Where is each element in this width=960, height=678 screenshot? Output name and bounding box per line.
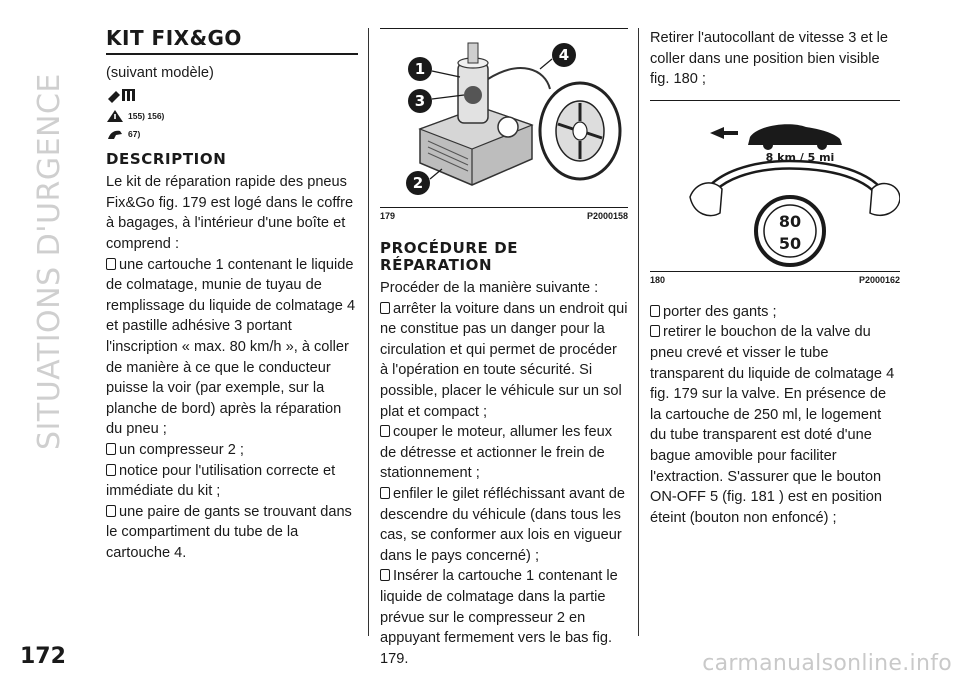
list-item: couper le moteur, allumer les feux de détresse et actionner le frein de stationnement ; — [380, 424, 613, 482]
hand-icon — [106, 127, 124, 141]
checkbox-bullet-icon — [380, 425, 390, 437]
callout-2: 2 — [412, 174, 424, 192]
list-item: Insérer la cartouche 1 contenant le liquide de colmatage dans la partie prévue sur le compresseur 2 en appuyant fermement vers le bas fig. 179. — [380, 568, 618, 667]
max-speed-value: 80 — [778, 211, 802, 231]
model-note: (suivant modèle) — [106, 64, 214, 81]
figure-caption — [650, 271, 900, 286]
list-item: arrêter la voiture dans un endroit qui ne constitue pas un danger pour la circulation et qui permet de procéder à l'opération en toute sécurité. Si possible, placer le véhicule sur un sol plat et compact ; — [380, 300, 628, 420]
repair-kit-illustration — [380, 29, 628, 207]
list-item: une cartouche 1 contenant le liquide de colmatage, munie de tuyau de remplissage du liquide de colmatage 4 et pastille adhésive 3 portant l'inscription « max. 80 km/h », à coller de manière à ce que le conducteur puisse la voir (par exemple, sur la planche de bord) après la réparation du pneu ; — [106, 256, 356, 438]
list-item: porter des gants ; — [650, 302, 900, 323]
callout-3: 3 — [414, 92, 426, 110]
sticker-instruction: Retirer l'autocollant de vitesse 3 et le coller dans une position bien visible fig. 180 ; — [650, 30, 889, 88]
description-heading: DESCRIPTION — [106, 150, 227, 169]
callout-4: 4 — [558, 46, 570, 64]
checkbox-bullet-icon — [106, 464, 116, 476]
figure-180 — [650, 100, 900, 286]
page-number: 172 — [20, 644, 66, 669]
figure-code: P2000158 — [586, 211, 628, 221]
column-2 — [380, 28, 628, 669]
list-item: un compresseur 2 ; — [106, 440, 358, 461]
checkbox-bullet-icon — [380, 487, 390, 499]
column-divider — [638, 28, 639, 636]
procedure-heading: PROCÉDURE DE RÉPARATION — [380, 239, 519, 274]
figure-number: 179 — [380, 211, 396, 221]
model-icon — [106, 85, 358, 107]
column-3 — [650, 28, 900, 528]
checkbox-bullet-icon — [106, 505, 116, 517]
list-item: une paire de gants se trouvant dans le compartiment du tube de la cartouche 4. — [106, 503, 352, 561]
watermark: carmanualsonline.info — [702, 651, 952, 676]
checkbox-bullet-icon — [650, 325, 660, 337]
checkbox-bullet-icon — [380, 569, 390, 581]
list-item: enfiler le gilet réfléchissant avant de descendre du véhicule (dans tous les cas, se conformer aux lois en vigueur dans le pays concerné) ; — [380, 485, 626, 564]
checkbox-bullet-icon — [106, 443, 116, 455]
checkbox-bullet-icon — [650, 305, 660, 317]
list-item: retirer le bouchon de la valve du pneu crevé et visser le tube transparent du liquide de colmatage 4 fig. 179 sur la valve. En présence de la cartouche de 250 ml, le logement du tube transparent est doté d'une bague amovible pour faciliter l'extraction. S'assurer que le bouton ON-OFF 5 (fig. 181 ) est en position éteint (bouton non enfoncé) ; — [650, 324, 895, 526]
figure-caption — [380, 207, 628, 222]
checkbox-bullet-icon — [380, 302, 390, 314]
figure-code: P2000162 — [858, 274, 900, 285]
warning-icon — [106, 109, 124, 123]
column-1 — [106, 28, 358, 563]
warning-ref-row: 155) 156) — [106, 107, 358, 125]
column-divider — [368, 28, 369, 636]
figure-number: 180 — [650, 274, 666, 285]
speed-sticker-illustration — [650, 101, 900, 271]
procedure-intro: Procéder de la manière suivante : — [380, 280, 599, 296]
list-item: notice pour l'utilisation correcte et immédiate du kit ; — [106, 462, 336, 500]
callout-1: 1 — [414, 60, 426, 78]
page-title: KIT FIX&GO — [106, 28, 358, 55]
figure-179 — [380, 28, 628, 222]
caution-ref-row: 67) — [106, 125, 358, 143]
min-speed-value: 50 — [778, 233, 802, 253]
description-intro: Le kit de réparation rapide des pneus Fix&Go fig. 179 est logé dans le coffre à bagages, à l'intérieur d'une boîte et comprend : — [106, 174, 354, 252]
checkbox-bullet-icon — [106, 258, 116, 270]
speed-label: 8 km / 5 mi — [765, 150, 835, 164]
